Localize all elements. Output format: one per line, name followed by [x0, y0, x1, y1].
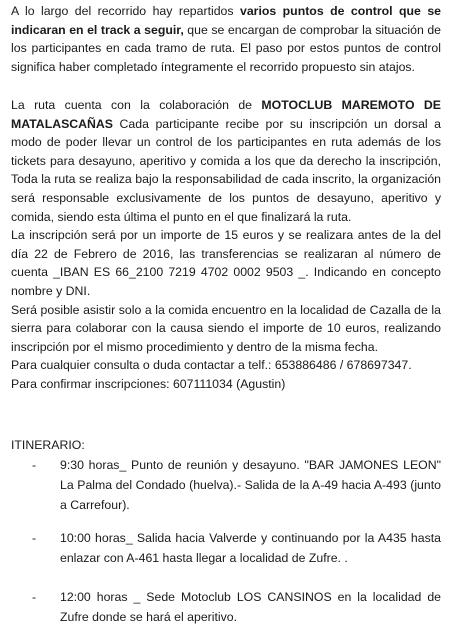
registration-text: La inscripción será por un importe de 15 euros y se realizara antes de la del día 22 de Febrero de 2016, las transferencias se realizaran al número de cuenta _IBAN ES 66_2100 7219 4702 0002 9503 _. Indicando en concepto nombre y DNI.	[11, 228, 441, 298]
contact-text: Para cualquier consulta o duda contactar a telf.: 653886486 / 678697347.	[11, 358, 412, 373]
intro-bold-text: varios puntos de control que se indicaran en el track a seguir,	[11, 4, 441, 37]
intro-text-2: que se encargan de comprobar la situación de los participantes en cada tramo de ruta. El paso por estos puntos de control significa haber completado íntegramente el recorrido propuesto sin atajos.	[11, 22, 441, 74]
itinerary-item-text: 9:30 horas_ Punto de reunión y desayuno. "BAR JAMONES LEON" La Palma del Condado (huelva).- Salida de la A-49 hacia A-493 (junto a Carrefour).	[60, 458, 441, 512]
itinerary-title: ITINERARIO:	[11, 438, 85, 452]
details-text-2: Cada participante recibe por su inscripción un dorsal a modo de poder llevar un control de los participantes en ruta además de los tickets para desayuno, aperitivo y comida a los que da derecho la inscripción, Toda la ruta se realiza bajo la responsabilidad de cada inscrito, la organización será responsable exclusivamente de los puntos de desayuno, aperitivo y comida, siendo esta última el punto en el que finalizará la ruta.	[11, 116, 441, 224]
intro-paragraph	[11, 2, 441, 76]
lunch-only-text: Será posible asistir solo a la comida encuentro en la localidad de Cazalla de la sierra para colaborar con la causa siendo el importe de 10 euros, realizando inscripción por el mismo procedimiento y dentro de la misma fecha.	[11, 302, 441, 354]
itinerary-item	[11, 587, 441, 627]
list-dash: -	[32, 590, 37, 604]
itinerary-item	[11, 455, 441, 515]
list-dash: -	[32, 458, 37, 472]
list-dash: -	[32, 531, 37, 545]
details-paragraph	[11, 96, 441, 394]
details-text-1: La ruta cuenta con la colaboración de	[11, 98, 262, 112]
confirm-text: Para confirmar inscripciones: 607111034 (Agustin)	[11, 376, 286, 391]
intro-text-1: A lo largo del recorrido hay repartidos	[11, 4, 240, 18]
itinerary-item-text: 10:00 horas_ Salida hacia Valverde y continuando por la A435 hasta enlazar con A-461 hasta llegar a localidad de Zufre. .	[60, 531, 441, 565]
itinerary-item-text: 12:00 horas _ Sede Motoclub LOS CANSINOS en la localidad de Zufre donde se hará el aperitivo.	[60, 590, 441, 624]
motoclub-name: MOTOCLUB MAREMOTO DE MATALASCAÑAS	[11, 98, 441, 131]
itinerary-item	[11, 528, 441, 568]
